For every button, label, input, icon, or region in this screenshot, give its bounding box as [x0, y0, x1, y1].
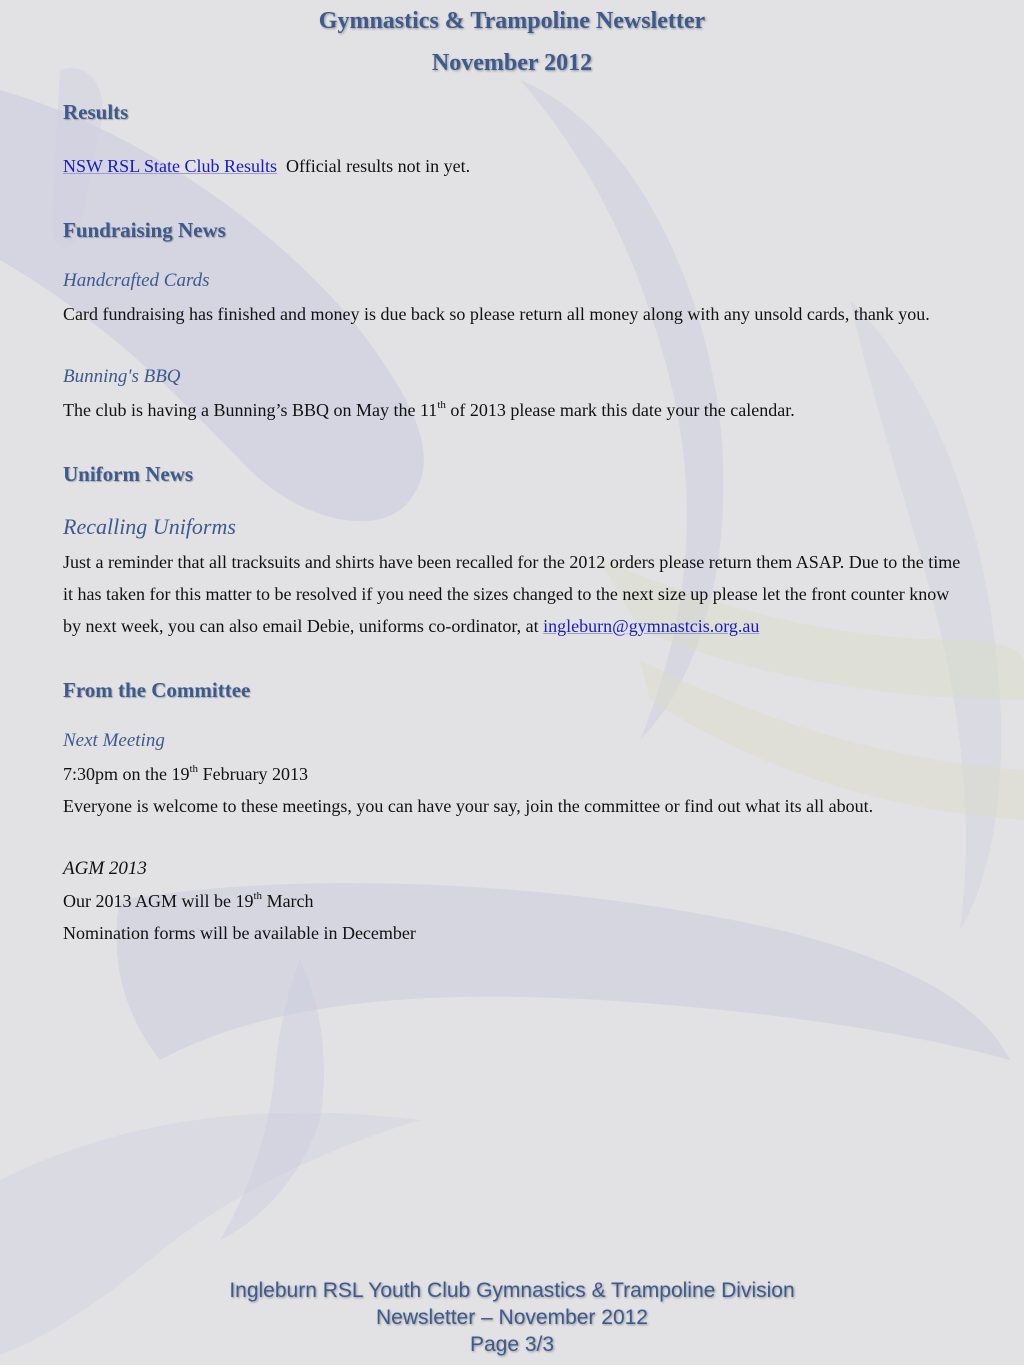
- recalling-uniforms-text: [63, 546, 963, 642]
- committee-heading: From the Committee: [63, 678, 251, 702]
- results-note: Official results not in yet.: [286, 156, 471, 176]
- next-meeting-time: [63, 758, 963, 790]
- state-club-results-link[interactable]: NSW RSL State Club Results: [63, 156, 278, 176]
- next-meeting-title: Next Meeting: [63, 730, 165, 751]
- uniform-heading: Uniform News: [63, 462, 194, 486]
- results-paragraph: [63, 150, 963, 182]
- agm-date: [63, 885, 963, 917]
- handcrafted-cards-text: Card fundraising has finished and money is due back so please return all money along with any unsold cards, thank you.: [63, 304, 930, 324]
- newsletter-date: November 2012: [431, 50, 593, 76]
- bbq-text-part: The club is having a Bunning’s BBQ on May the 11: [63, 400, 438, 420]
- meeting-time-part: February 2013: [198, 764, 309, 784]
- meeting-ordinal: th: [189, 763, 199, 775]
- bbq-text-part: of 2013 please mark this date your the calendar.: [445, 400, 795, 420]
- fundraising-heading: Fundraising News: [63, 218, 226, 242]
- agm-date-part: March: [262, 891, 314, 911]
- bbq-ordinal: th: [437, 399, 446, 411]
- agm-date-part: Our 2013 AGM will be 19: [63, 891, 254, 911]
- results-heading: Results: [63, 100, 129, 124]
- agm-text: Nomination forms will be available in December: [63, 923, 416, 943]
- recalling-uniforms-title: Recalling Uniforms: [63, 514, 236, 539]
- footer-newsletter-date: Newsletter – November 2012: [376, 1306, 648, 1329]
- bunnings-bbq-title: Bunning's BBQ: [63, 366, 181, 387]
- agm-ordinal: th: [253, 890, 263, 902]
- footer-page-number: Page 3/3: [469, 1333, 555, 1356]
- agm-title: AGM 2013: [63, 858, 147, 879]
- bunnings-bbq-text: [63, 394, 963, 426]
- meeting-time-part: 7:30pm on the 19: [63, 764, 190, 784]
- footer-club-name: Ingleburn RSL Youth Club Gymnastics & Trampoline Division: [229, 1279, 795, 1302]
- uniform-text: Just a reminder that all tracksuits and shirts have been recalled for the 2012 orders please return them ASAP. Due to the time it has taken for this matter to be resolved if you need the sizes changed to the next size up please let the front counter know by next week, you can also email Debie, uniforms co-ordinator, at: [63, 552, 961, 636]
- handcrafted-cards-title: Handcrafted Cards: [63, 270, 210, 291]
- next-meeting-text: Everyone is welcome to these meetings, you can have your say, join the committee or find out what its all about.: [63, 796, 874, 816]
- uniform-email-link[interactable]: ingleburn@gymnastcis.org.au: [543, 616, 760, 636]
- newsletter-title: Gymnastics & Trampoline Newsletter: [318, 8, 706, 34]
